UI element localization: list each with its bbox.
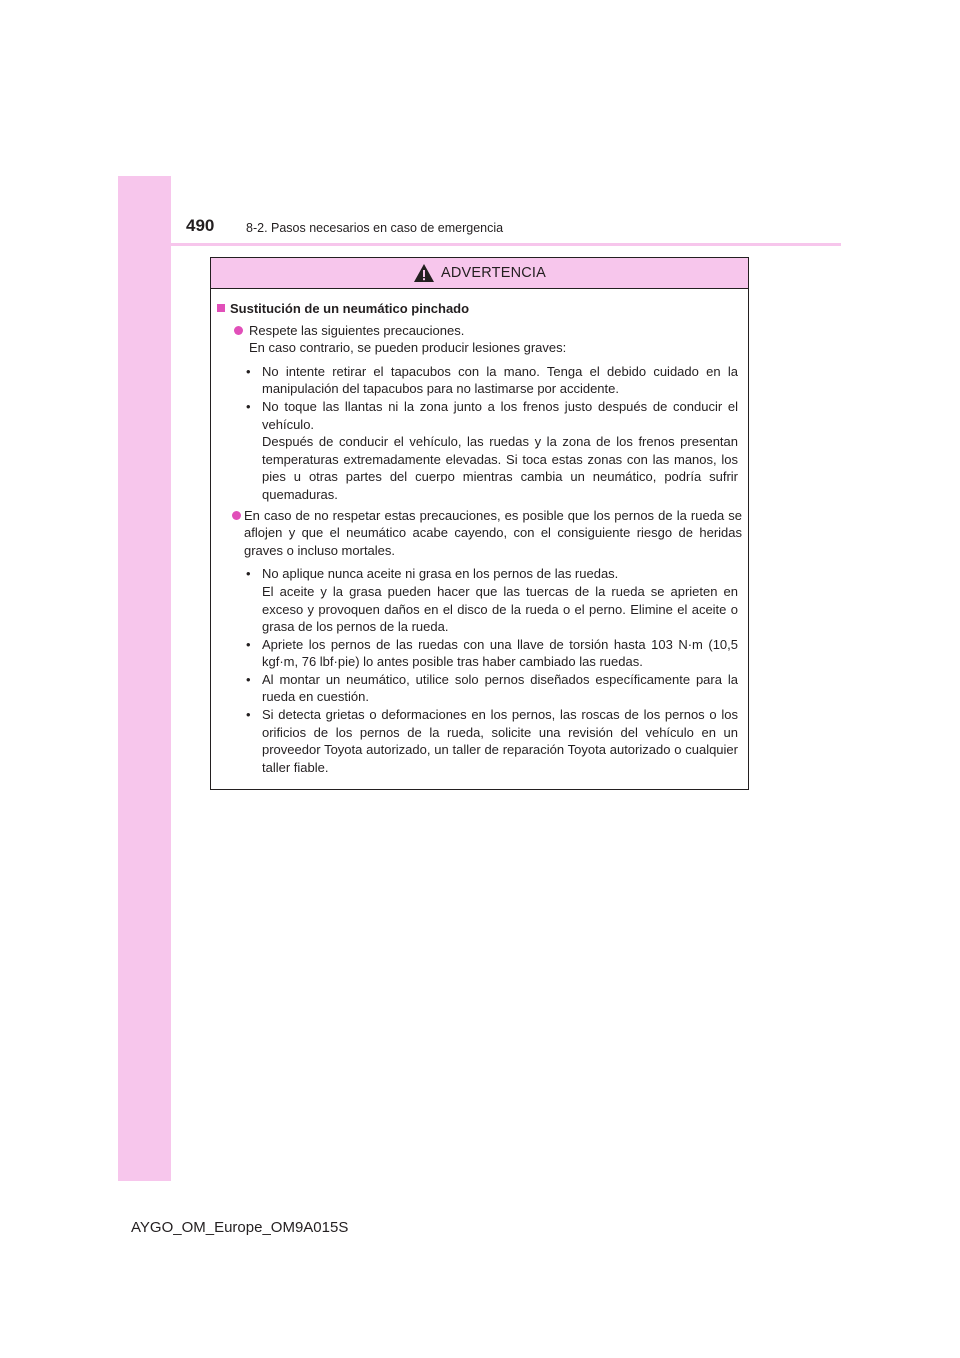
- point-1-line-1: Respete las siguientes precauciones.: [249, 322, 465, 338]
- point-1-line-2: En caso contrario, se pueden producir lesiones graves:: [249, 340, 567, 356]
- header-rule: [118, 243, 841, 246]
- section-heading: [217, 300, 742, 318]
- side-tab-strip: [118, 176, 171, 1181]
- warning-triangle-icon: [413, 263, 435, 283]
- square-bullet-icon: [217, 304, 225, 312]
- point-1: [217, 322, 742, 357]
- list-item-text: • No aplique nunca aceite ni grasa en los pernos de las ruedas.: [262, 566, 619, 582]
- list-item-text: • Si detecta grietas o deformaciones en los pernos, las roscas de los pernos o los orificios de los pernos de la rueda, solicite una revisión del vehículo en un proveedor Toyota autorizado, un taller de reparación Toyota autorizado o cualquier taller fiable.: [262, 707, 738, 775]
- point-2-text: En caso de no respetar estas precauciones, es posible que los pernos de la rueda se aflojen y que el neumático acabe cayendo, con el consiguiente riesgo de heridas graves o incluso mortales.: [244, 507, 742, 558]
- list-item-text: • No toque las llantas ni la zona junto a los frenos justo después de conducir el vehículo.: [262, 398, 738, 432]
- warning-title: ADVERTENCIA: [440, 265, 547, 281]
- round-bullet-icon: [234, 326, 243, 335]
- list-item-text: • Apriete los pernos de las ruedas con una llave de torsión hasta 103 N·m (10,5 kgf·m, 76 lbf·pie) lo antes posible tras haber cambiado las ruedas.: [262, 636, 738, 670]
- list-item: [246, 565, 738, 635]
- point-2-bullets: [217, 565, 742, 776]
- page-number: 490: [186, 216, 215, 235]
- list-item-detail: El aceite y la grasa pueden hacer que las tuercas de la rueda se aprieten en exceso y provoquen daños en el disco de la rueda o el perno. Elimine el aceite o grasa de los pernos de la rueda.: [262, 583, 738, 635]
- warning-box: [210, 257, 749, 790]
- list-item: [246, 706, 738, 776]
- section-heading-text: Sustitución de un neumático pinchado: [230, 301, 470, 316]
- list-item-text: • Al montar un neumático, utilice solo pernos diseñados específicamente para la rueda en cuestión.: [262, 671, 738, 705]
- list-item-text: • No intente retirar el tapacubos con la mano. Tenga el debido cuidado en la manipulación del tapacubos para no lastimarse por accidente.: [262, 363, 738, 397]
- warning-body: [211, 289, 748, 776]
- round-bullet-icon: [232, 511, 241, 520]
- list-item: [246, 398, 738, 504]
- list-item: [246, 671, 738, 706]
- list-item: [246, 636, 738, 671]
- point-1-bullets: [217, 363, 742, 504]
- document-code: AYGO_OM_Europe_OM9A015S: [131, 1219, 349, 1236]
- section-title: 8-2. Pasos necesarios en caso de emergencia: [246, 221, 504, 235]
- list-item: [246, 363, 738, 398]
- warning-header: [211, 258, 748, 289]
- list-item-detail: Después de conducir el vehículo, las ruedas y la zona de los frenos presentan temperaturas extremadamente elevadas. Si toca estas zonas con las manos, los pies u otras partes del cuerpo mientras cambia un neumático, podría sufrir quemaduras.: [262, 434, 738, 502]
- point-2: [217, 507, 742, 560]
